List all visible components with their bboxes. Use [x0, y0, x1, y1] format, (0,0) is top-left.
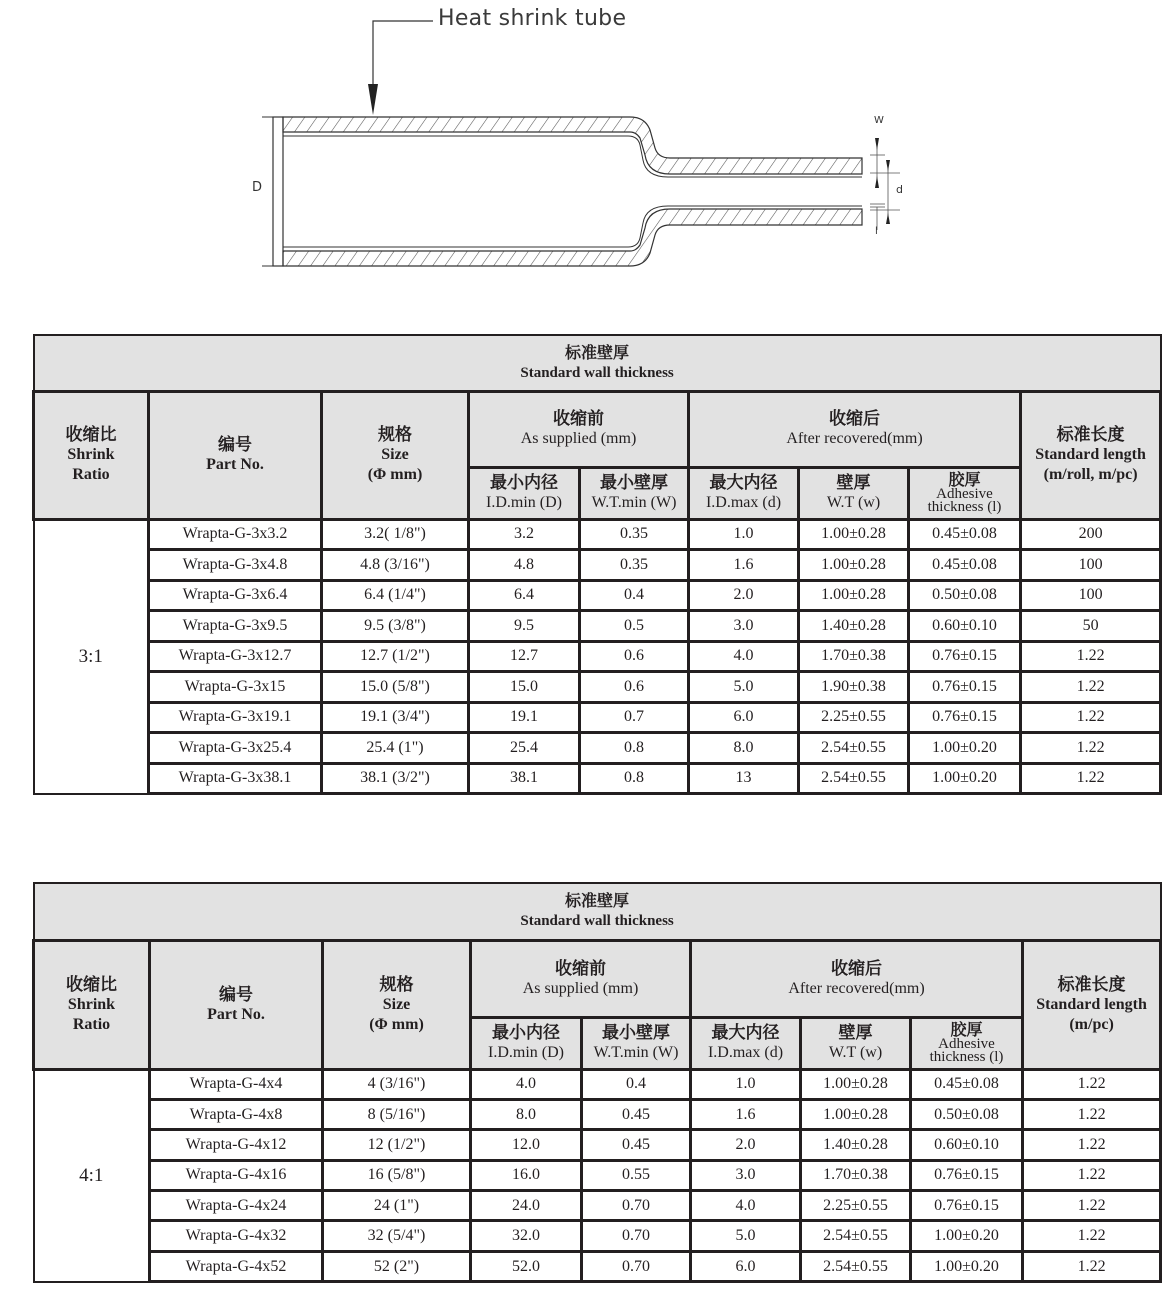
table-body	[34, 1069, 1161, 1282]
tube-cross-section-drawing	[240, 0, 940, 290]
label-cn: 最小内径	[492, 1023, 560, 1043]
spec-table-3to1	[32, 334, 1162, 795]
adhesive-thickness-cell: 0.76±0.15	[909, 702, 1021, 733]
adhesive-thickness-cell: 0.76±0.15	[911, 1191, 1023, 1221]
label-cn: 最小内径	[490, 473, 558, 493]
header-id-max	[689, 467, 799, 519]
size-cell: 24 (1")	[323, 1191, 471, 1221]
adhesive-thickness-cell: 0.76±0.15	[911, 1160, 1023, 1190]
id-min-cell: 16.0	[471, 1160, 582, 1190]
label-en: Ratio	[72, 466, 110, 483]
table-title	[34, 335, 1161, 391]
wall-thickness-cell: 2.54±0.55	[799, 763, 909, 794]
title-cn: 标准壁厚	[565, 342, 630, 362]
wall-thickness-cell: 2.25±0.55	[801, 1191, 911, 1221]
wall-thickness-cell: 1.40±0.28	[799, 611, 909, 642]
id-max-cell: 3.0	[689, 611, 799, 642]
table-row	[34, 1160, 1161, 1190]
standard-length-cell: 1.22	[1023, 1130, 1161, 1160]
standard-length-cell: 50	[1021, 611, 1161, 642]
wt-min-cell: 0.8	[580, 763, 689, 794]
header-part-no	[150, 940, 323, 1069]
wt-min-cell: 0.70	[582, 1191, 691, 1221]
label-en: W.T (w)	[826, 494, 881, 511]
header-size	[322, 391, 469, 519]
header-adhesive-thickness	[911, 1017, 1023, 1069]
wt-min-cell: 0.35	[580, 519, 689, 550]
shrink-ratio-cell: 4:1	[34, 1069, 150, 1282]
adhesive-thickness-cell: 0.60±0.10	[911, 1130, 1023, 1160]
standard-length-cell: 1.22	[1023, 1160, 1161, 1190]
adhesive-thickness-cell: 1.00±0.20	[911, 1251, 1023, 1281]
header-as-supplied	[469, 391, 689, 467]
label-cn: 壁厚	[838, 1023, 873, 1043]
table-row	[34, 1069, 1161, 1099]
id-max-cell: 4.0	[691, 1191, 801, 1221]
label-en: Size	[381, 446, 409, 463]
standard-length-cell: 1.22	[1021, 763, 1161, 794]
header-id-min	[471, 1017, 582, 1069]
table-row	[34, 1251, 1161, 1281]
dimension-label-outer-diameter: D	[252, 180, 263, 195]
header-row-1	[34, 391, 1161, 467]
table-row	[34, 1221, 1161, 1251]
label-unit: (m/roll, m/pc)	[1043, 466, 1138, 483]
header-wt-min	[582, 1017, 691, 1069]
label-cn: 最小壁厚	[602, 1023, 670, 1043]
label-unit: (Φ mm)	[369, 1015, 424, 1033]
id-min-cell: 38.1	[469, 763, 580, 794]
adhesive-thickness-cell: 0.50±0.08	[909, 580, 1021, 611]
header-row-1	[34, 940, 1161, 1017]
standard-length-cell: 200	[1021, 519, 1161, 550]
label-cn: 编号	[219, 984, 253, 1005]
adhesive-thickness-cell: 0.50±0.08	[911, 1099, 1023, 1129]
table-title-row	[34, 335, 1161, 391]
id-max-cell: 2.0	[691, 1130, 801, 1160]
title-en: Standard wall thickness	[520, 364, 674, 381]
header-as-supplied	[471, 940, 691, 1017]
heat-shrink-tube-diagram	[240, 0, 940, 290]
label-cn: 壁厚	[836, 473, 871, 493]
wt-min-cell: 0.6	[580, 641, 689, 672]
table-row	[34, 611, 1161, 642]
diagram-title: Heat shrink tube	[438, 6, 627, 31]
id-max-cell: 3.0	[691, 1160, 801, 1190]
header-id-min	[469, 467, 580, 519]
label-cn: 标准长度	[1057, 974, 1126, 995]
header-adhesive-thickness	[909, 467, 1021, 519]
header-part-no	[149, 391, 322, 519]
wt-min-cell: 0.6	[580, 672, 689, 703]
size-cell: 4 (3/16")	[323, 1069, 471, 1099]
table-body	[34, 519, 1161, 794]
header-wt	[801, 1017, 911, 1069]
wall-thickness-cell: 1.70±0.38	[801, 1160, 911, 1190]
part-number-cell: Wrapta-G-4x12	[150, 1130, 323, 1160]
label-en: After recovered(mm)	[786, 430, 923, 447]
adhesive-thickness-cell: 1.00±0.20	[911, 1221, 1023, 1251]
label-cn: 最大内径	[711, 1023, 780, 1043]
part-number-cell: Wrapta-G-3x3.2	[149, 519, 322, 550]
label-unit: (m/pc)	[1069, 1015, 1114, 1033]
label-en: I.D.min (D)	[488, 1044, 564, 1061]
size-cell: 12.7 (1/2")	[322, 641, 469, 672]
part-number-cell: Wrapta-G-3x6.4	[149, 580, 322, 611]
dimension-label-inner-diameter: d	[896, 183, 903, 196]
id-max-cell: 1.0	[689, 519, 799, 550]
part-number-cell: Wrapta-G-3x9.5	[149, 611, 322, 642]
wall-thickness-cell: 2.25±0.55	[799, 702, 909, 733]
size-cell: 4.8 (3/16")	[322, 550, 469, 581]
standard-length-cell: 1.22	[1023, 1251, 1161, 1281]
label-en: As supplied (mm)	[522, 979, 639, 997]
adhesive-thickness-cell: 0.76±0.15	[909, 672, 1021, 703]
spec-table-4to1	[32, 882, 1162, 1283]
table-row	[34, 1130, 1161, 1160]
label-en: Size	[382, 995, 411, 1013]
label-en: As supplied (mm)	[520, 430, 637, 447]
adhesive-thickness-cell: 0.76±0.15	[909, 641, 1021, 672]
id-min-cell: 32.0	[471, 1221, 582, 1251]
table-row	[34, 580, 1161, 611]
id-max-cell: 5.0	[689, 672, 799, 703]
label-en: Standard length	[1035, 446, 1146, 463]
id-min-cell: 52.0	[471, 1251, 582, 1281]
wall-thickness-cell: 1.90±0.38	[799, 672, 909, 703]
label-en: I.D.min (D)	[486, 494, 562, 511]
label-en: Adhesive	[938, 1036, 995, 1052]
table-row	[34, 1191, 1161, 1221]
label-en: After recovered(mm)	[788, 979, 925, 997]
id-min-cell: 25.4	[469, 733, 580, 764]
table-title-row	[34, 883, 1161, 940]
size-cell: 25.4 (1")	[322, 733, 469, 764]
standard-length-cell: 1.22	[1021, 733, 1161, 764]
title-cn: 标准壁厚	[565, 891, 630, 911]
size-cell: 12 (1/2")	[323, 1130, 471, 1160]
wall-thickness-cell: 1.00±0.28	[799, 519, 909, 550]
label-en: Part No.	[207, 1005, 265, 1023]
wall-thickness-cell: 1.70±0.38	[799, 641, 909, 672]
table-row	[34, 733, 1161, 764]
dimension-label-adhesive: l	[875, 226, 878, 237]
wt-min-cell: 0.4	[580, 580, 689, 611]
adhesive-thickness-cell: 1.00±0.20	[909, 733, 1021, 764]
standard-length-cell: 1.22	[1023, 1191, 1161, 1221]
wt-min-cell: 0.35	[580, 550, 689, 581]
standard-length-cell: 1.22	[1021, 641, 1161, 672]
label-cn: 标准长度	[1056, 425, 1125, 445]
standard-length-cell: 1.22	[1021, 702, 1161, 733]
part-number-cell: Wrapta-G-3x12.7	[149, 641, 322, 672]
id-min-cell: 4.0	[471, 1069, 582, 1099]
label-cn: 收缩后	[831, 958, 882, 979]
part-number-cell: Wrapta-G-4x8	[150, 1099, 323, 1129]
label-unit: (Φ mm)	[367, 466, 423, 483]
size-cell: 32 (5/4")	[323, 1221, 471, 1251]
adhesive-thickness-cell: 0.45±0.08	[909, 550, 1021, 581]
part-number-cell: Wrapta-G-3x15	[149, 672, 322, 703]
label-cn: 最小壁厚	[600, 473, 668, 493]
label-en: Part No.	[206, 456, 264, 473]
header-standard-length	[1021, 391, 1161, 519]
part-number-cell: Wrapta-G-3x25.4	[149, 733, 322, 764]
id-min-cell: 24.0	[471, 1191, 582, 1221]
id-max-cell: 5.0	[691, 1221, 801, 1251]
label-en: Shrink	[67, 995, 116, 1013]
id-min-cell: 15.0	[469, 672, 580, 703]
standard-length-cell: 1.22	[1021, 672, 1161, 703]
size-cell: 19.1 (3/4")	[322, 702, 469, 733]
table-row	[34, 763, 1161, 794]
title-en: Standard wall thickness	[520, 913, 674, 930]
wt-min-cell: 0.4	[582, 1069, 691, 1099]
header-wt	[799, 467, 909, 519]
table-row	[34, 519, 1161, 550]
id-max-cell: 6.0	[689, 702, 799, 733]
part-number-cell: Wrapta-G-3x4.8	[149, 550, 322, 581]
label-en: W.T.min (W)	[593, 1044, 679, 1061]
label-cn: 最大内径	[709, 473, 778, 493]
id-min-cell: 12.0	[471, 1130, 582, 1160]
header-after-recovered	[691, 940, 1023, 1017]
label-en: thickness (l)	[927, 499, 1002, 515]
wall-thickness-cell: 1.00±0.28	[799, 580, 909, 611]
label-cn: 收缩前	[553, 409, 604, 429]
wall-thickness-cell: 1.00±0.28	[801, 1099, 911, 1129]
label-en: thickness (l)	[929, 1049, 1004, 1065]
label-cn: 规格	[378, 425, 412, 445]
wt-min-cell: 0.5	[580, 611, 689, 642]
label-en: Adhesive	[936, 486, 993, 502]
part-number-cell: Wrapta-G-4x16	[150, 1160, 323, 1190]
table-row	[34, 550, 1161, 581]
size-cell: 6.4 (1/4")	[322, 580, 469, 611]
wall-thickness-cell: 2.54±0.55	[801, 1251, 911, 1281]
id-max-cell: 6.0	[691, 1251, 801, 1281]
label-en: W.T.min (W)	[591, 494, 677, 511]
id-max-cell: 1.0	[691, 1069, 801, 1099]
header-size	[323, 940, 471, 1069]
label-en: I.D.max (d)	[707, 1044, 784, 1061]
table-title	[34, 883, 1161, 940]
wall-thickness-cell: 1.00±0.28	[799, 550, 909, 581]
label-en: Standard length	[1036, 995, 1147, 1013]
standard-length-cell: 100	[1021, 550, 1161, 581]
standard-length-cell: 1.22	[1023, 1069, 1161, 1099]
size-cell: 3.2( 1/8")	[322, 519, 469, 550]
id-min-cell: 6.4	[469, 580, 580, 611]
id-max-cell: 1.6	[691, 1099, 801, 1129]
label-cn: 规格	[379, 974, 414, 995]
id-max-cell: 4.0	[689, 641, 799, 672]
id-min-cell: 19.1	[469, 702, 580, 733]
wall-thickness-cell: 1.40±0.28	[801, 1130, 911, 1160]
label-cn: 编号	[218, 435, 252, 455]
table-row	[34, 641, 1161, 672]
part-number-cell: Wrapta-G-4x24	[150, 1191, 323, 1221]
header-standard-length	[1023, 940, 1161, 1069]
size-cell: 16 (5/8")	[323, 1160, 471, 1190]
dimension-label-wall: W	[874, 115, 884, 126]
id-max-cell: 1.6	[689, 550, 799, 581]
header-shrink-ratio	[34, 391, 149, 519]
id-max-cell: 8.0	[689, 733, 799, 764]
shrink-ratio-cell: 3:1	[34, 519, 149, 794]
label-cn: 收缩比	[65, 425, 117, 445]
label-cn: 收缩比	[66, 974, 117, 995]
adhesive-thickness-cell: 0.60±0.10	[909, 611, 1021, 642]
wall-thickness-cell: 2.54±0.55	[801, 1221, 911, 1251]
standard-length-cell: 1.22	[1023, 1221, 1161, 1251]
label-cn: 收缩后	[829, 409, 880, 429]
part-number-cell: Wrapta-G-4x32	[150, 1221, 323, 1251]
label-en: Shrink	[67, 446, 115, 463]
label-en: W.T (w)	[828, 1044, 883, 1061]
wt-min-cell: 0.70	[582, 1221, 691, 1251]
part-number-cell: Wrapta-G-3x19.1	[149, 702, 322, 733]
id-max-cell: 13	[689, 763, 799, 794]
wt-min-cell: 0.45	[582, 1099, 691, 1129]
label-cn: 胶厚	[948, 470, 981, 489]
id-max-cell: 2.0	[689, 580, 799, 611]
label-en: I.D.max (d)	[705, 494, 782, 511]
wt-min-cell: 0.55	[582, 1160, 691, 1190]
size-cell: 8 (5/16")	[323, 1099, 471, 1129]
wt-min-cell: 0.8	[580, 733, 689, 764]
size-cell: 38.1 (3/2")	[322, 763, 469, 794]
header-shrink-ratio	[34, 940, 150, 1069]
part-number-cell: Wrapta-G-3x38.1	[149, 763, 322, 794]
id-min-cell: 12.7	[469, 641, 580, 672]
wall-thickness-cell: 2.54±0.55	[799, 733, 909, 764]
id-min-cell: 3.2	[469, 519, 580, 550]
label-cn: 收缩前	[555, 958, 606, 979]
wt-min-cell: 0.7	[580, 702, 689, 733]
standard-length-cell: 1.22	[1023, 1099, 1161, 1129]
header-id-max	[691, 1017, 801, 1069]
wt-min-cell: 0.70	[582, 1251, 691, 1281]
part-number-cell: Wrapta-G-4x4	[150, 1069, 323, 1099]
size-cell: 9.5 (3/8")	[322, 611, 469, 642]
table-row	[34, 702, 1161, 733]
label-cn: 胶厚	[950, 1020, 983, 1039]
wt-min-cell: 0.45	[582, 1130, 691, 1160]
adhesive-thickness-cell: 1.00±0.20	[909, 763, 1021, 794]
wall-thickness-cell: 1.00±0.28	[801, 1069, 911, 1099]
table-row	[34, 672, 1161, 703]
standard-length-cell: 100	[1021, 580, 1161, 611]
id-min-cell: 9.5	[469, 611, 580, 642]
table-row	[34, 1099, 1161, 1129]
id-min-cell: 8.0	[471, 1099, 582, 1129]
part-number-cell: Wrapta-G-4x52	[150, 1251, 323, 1281]
size-cell: 15.0 (5/8")	[322, 672, 469, 703]
adhesive-thickness-cell: 0.45±0.08	[911, 1069, 1023, 1099]
adhesive-thickness-cell: 0.45±0.08	[909, 519, 1021, 550]
header-wt-min	[580, 467, 689, 519]
label-en: Ratio	[72, 1015, 111, 1033]
id-min-cell: 4.8	[469, 550, 580, 581]
size-cell: 52 (2")	[323, 1251, 471, 1281]
header-after-recovered	[689, 391, 1021, 467]
